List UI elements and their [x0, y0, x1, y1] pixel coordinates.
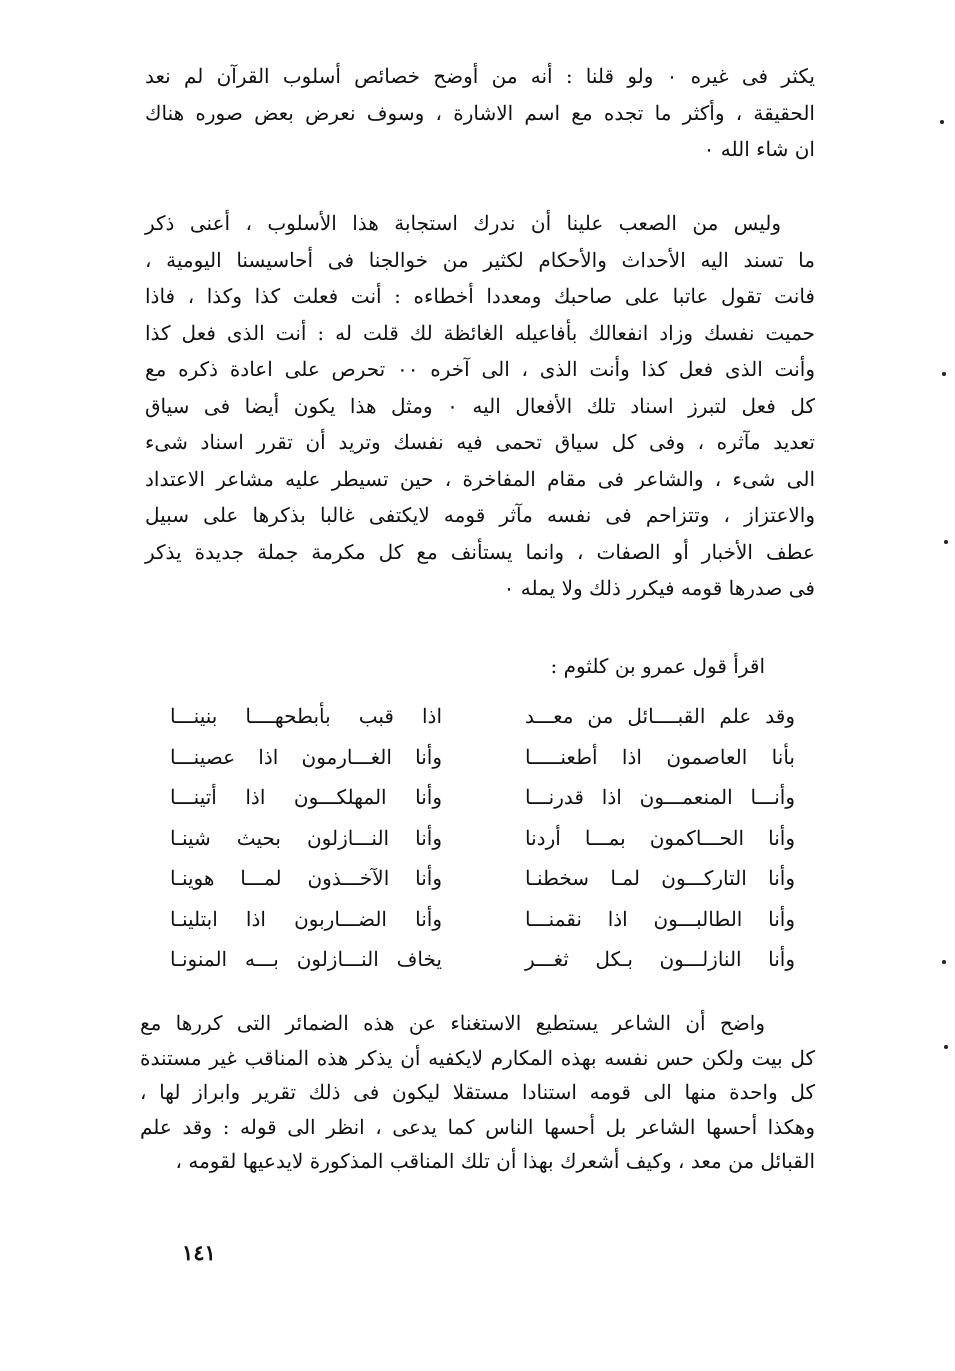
text-line: كل بيت ولكن حس نفسه بهذه المكارم لايكفيه أن يذكر هذه المناقب غير مستندة	[140, 1045, 815, 1070]
verse-first-hemistich: وأنا النازلـــون بـكل ثغـــر	[525, 947, 795, 971]
text-line: القبائل من معد ، وكيف أشعرك بهذا أن تلك المناقب المذكورة لايدعيها لقومه ،	[175, 1149, 815, 1173]
text-line: وليس من الصعب علينا أن ندرك استجابة هذا الأسلوب ، أعنى ذكر	[145, 211, 781, 235]
verse-first-hemistich: وقد علم القبــــائل من معـــد	[525, 704, 795, 728]
verse-second-hemistich: وأنا الآخـــذون لمـــا هوينـا	[170, 866, 442, 890]
text-line: ان شاء الله ٠	[703, 137, 815, 161]
verse-second-hemistich: وأنا الغـــارمون اذا عصينـــا	[170, 744, 442, 769]
page-number: ١٤١	[182, 1240, 216, 1265]
poem-verse	[170, 901, 795, 942]
verse-first-hemistich: وأنا الطالبـــون اذا نقمنـــا	[525, 906, 795, 931]
text-line: فانت تقول عاتبا على صاحبك ومعددا أخطاءه : أنت فعلت كذا وكذا ، فاذا	[145, 284, 815, 308]
text-line: كل واحدة منها الى قومه استنادا مستقلا ليكون فى ذلك تقرير وابراز لها ،	[140, 1080, 815, 1104]
paragraph-2	[145, 205, 815, 607]
margin-speck	[942, 960, 946, 964]
poem-intro: اقرأ قول عمرو بن كلثوم :	[550, 654, 765, 678]
poem-verse	[170, 779, 795, 820]
paragraph-1	[145, 58, 815, 168]
verse-second-hemistich: وأنا المهلكـــون اذا أتينـــا	[170, 785, 442, 809]
margin-speck	[942, 372, 946, 376]
margin-speck	[940, 120, 944, 124]
text-line: يكثر فى غيره ٠ ولو قلنا : أنه من أوضح خصائص أسلوب القرآن لم نعد	[145, 64, 815, 88]
verse-second-hemistich: اذا قبب بأبطحهــــا بنينـــا	[170, 704, 442, 728]
margin-speck	[944, 540, 948, 544]
verse-second-hemistich: وأنا النـــازلون بحيث شينـا	[170, 825, 442, 850]
poem	[170, 698, 795, 982]
text-line: الحقيقة ، وأكثر ما تجده مع اسم الاشارة ، وسوف نعرض بعض صوره هناك	[145, 100, 815, 125]
poem-verse	[170, 698, 795, 739]
text-line: كل فعل لتبرز اسناد تلك الأفعال اليه ٠ ومثل هذا يكون أيضا فى سياق	[145, 393, 816, 418]
text-line: حميت نفسك وزاد انفعالك بأفاعيله الغائظة لك قلت له : أنت الذى فعل كذا	[145, 320, 815, 345]
text-line: ما تسند اليه الأحداث والأحكام لكثير من خوالجنا فى أحاسيسنا اليومية ،	[145, 247, 815, 272]
text-line: عطف الأخبار أو الصفات ، وانما يستأنف مع كل مكرمة جملة جديدة يذكر	[145, 539, 815, 564]
verse-second-hemistich: وأنا الضـــاربون اذا ابتلينـا	[170, 906, 442, 931]
poem-verse	[170, 860, 795, 901]
paragraph-3	[140, 1006, 815, 1179]
verse-first-hemistich: بأنا العاصمون اذا أطعنـــــا	[525, 744, 795, 769]
text-line: وهكذا أحسها الشاعر بل أحسها الناس كما يدعى ، انظر الى قوله : وقد علم	[140, 1114, 815, 1139]
text-line: واضح أن الشاعر يستطيع الاستغناء عن هذه الضمائر التى كررها مع	[140, 1011, 765, 1035]
poem-verse	[170, 820, 795, 861]
text-line: فى صدرها قومه فيكرر ذلك ولا يمله ٠	[503, 576, 815, 600]
text-line: الى شىء ، والشاعر فى مقام المفاخرة ، حين تسيطر عليه مشاعر الاعتداد	[145, 466, 815, 491]
verse-first-hemistich: وأنا الحـــاكمون بمـــا أردنا	[525, 825, 795, 850]
margin-speck	[944, 1045, 948, 1049]
verse-first-hemistich: وأنـــا المنعمـــون اذا قدرنـــا	[525, 785, 795, 809]
poem-verse	[170, 941, 795, 982]
verse-second-hemistich: يخاف النـــازلون بـــه المنونـا	[170, 947, 442, 971]
text-line: والاعتزاز ، وتتزاحم فى نفسه مآثر قومه لايكتفى غالبا بذكرها على سبيل	[145, 503, 815, 527]
verse-first-hemistich: وأنا التاركـــون لمـا سخطنـا	[525, 866, 795, 890]
text-line: تعديد مآثره ، وفى كل سياق تحمى فيه نفسك وتريد أن تقرر اسناد شىء	[145, 430, 815, 454]
poem-verse	[170, 739, 795, 780]
text-line: وأنت الذى فعل كذا وأنت الذى ، الى آخره ٠٠ تحرص على اعادة ذكره مع	[145, 357, 815, 381]
